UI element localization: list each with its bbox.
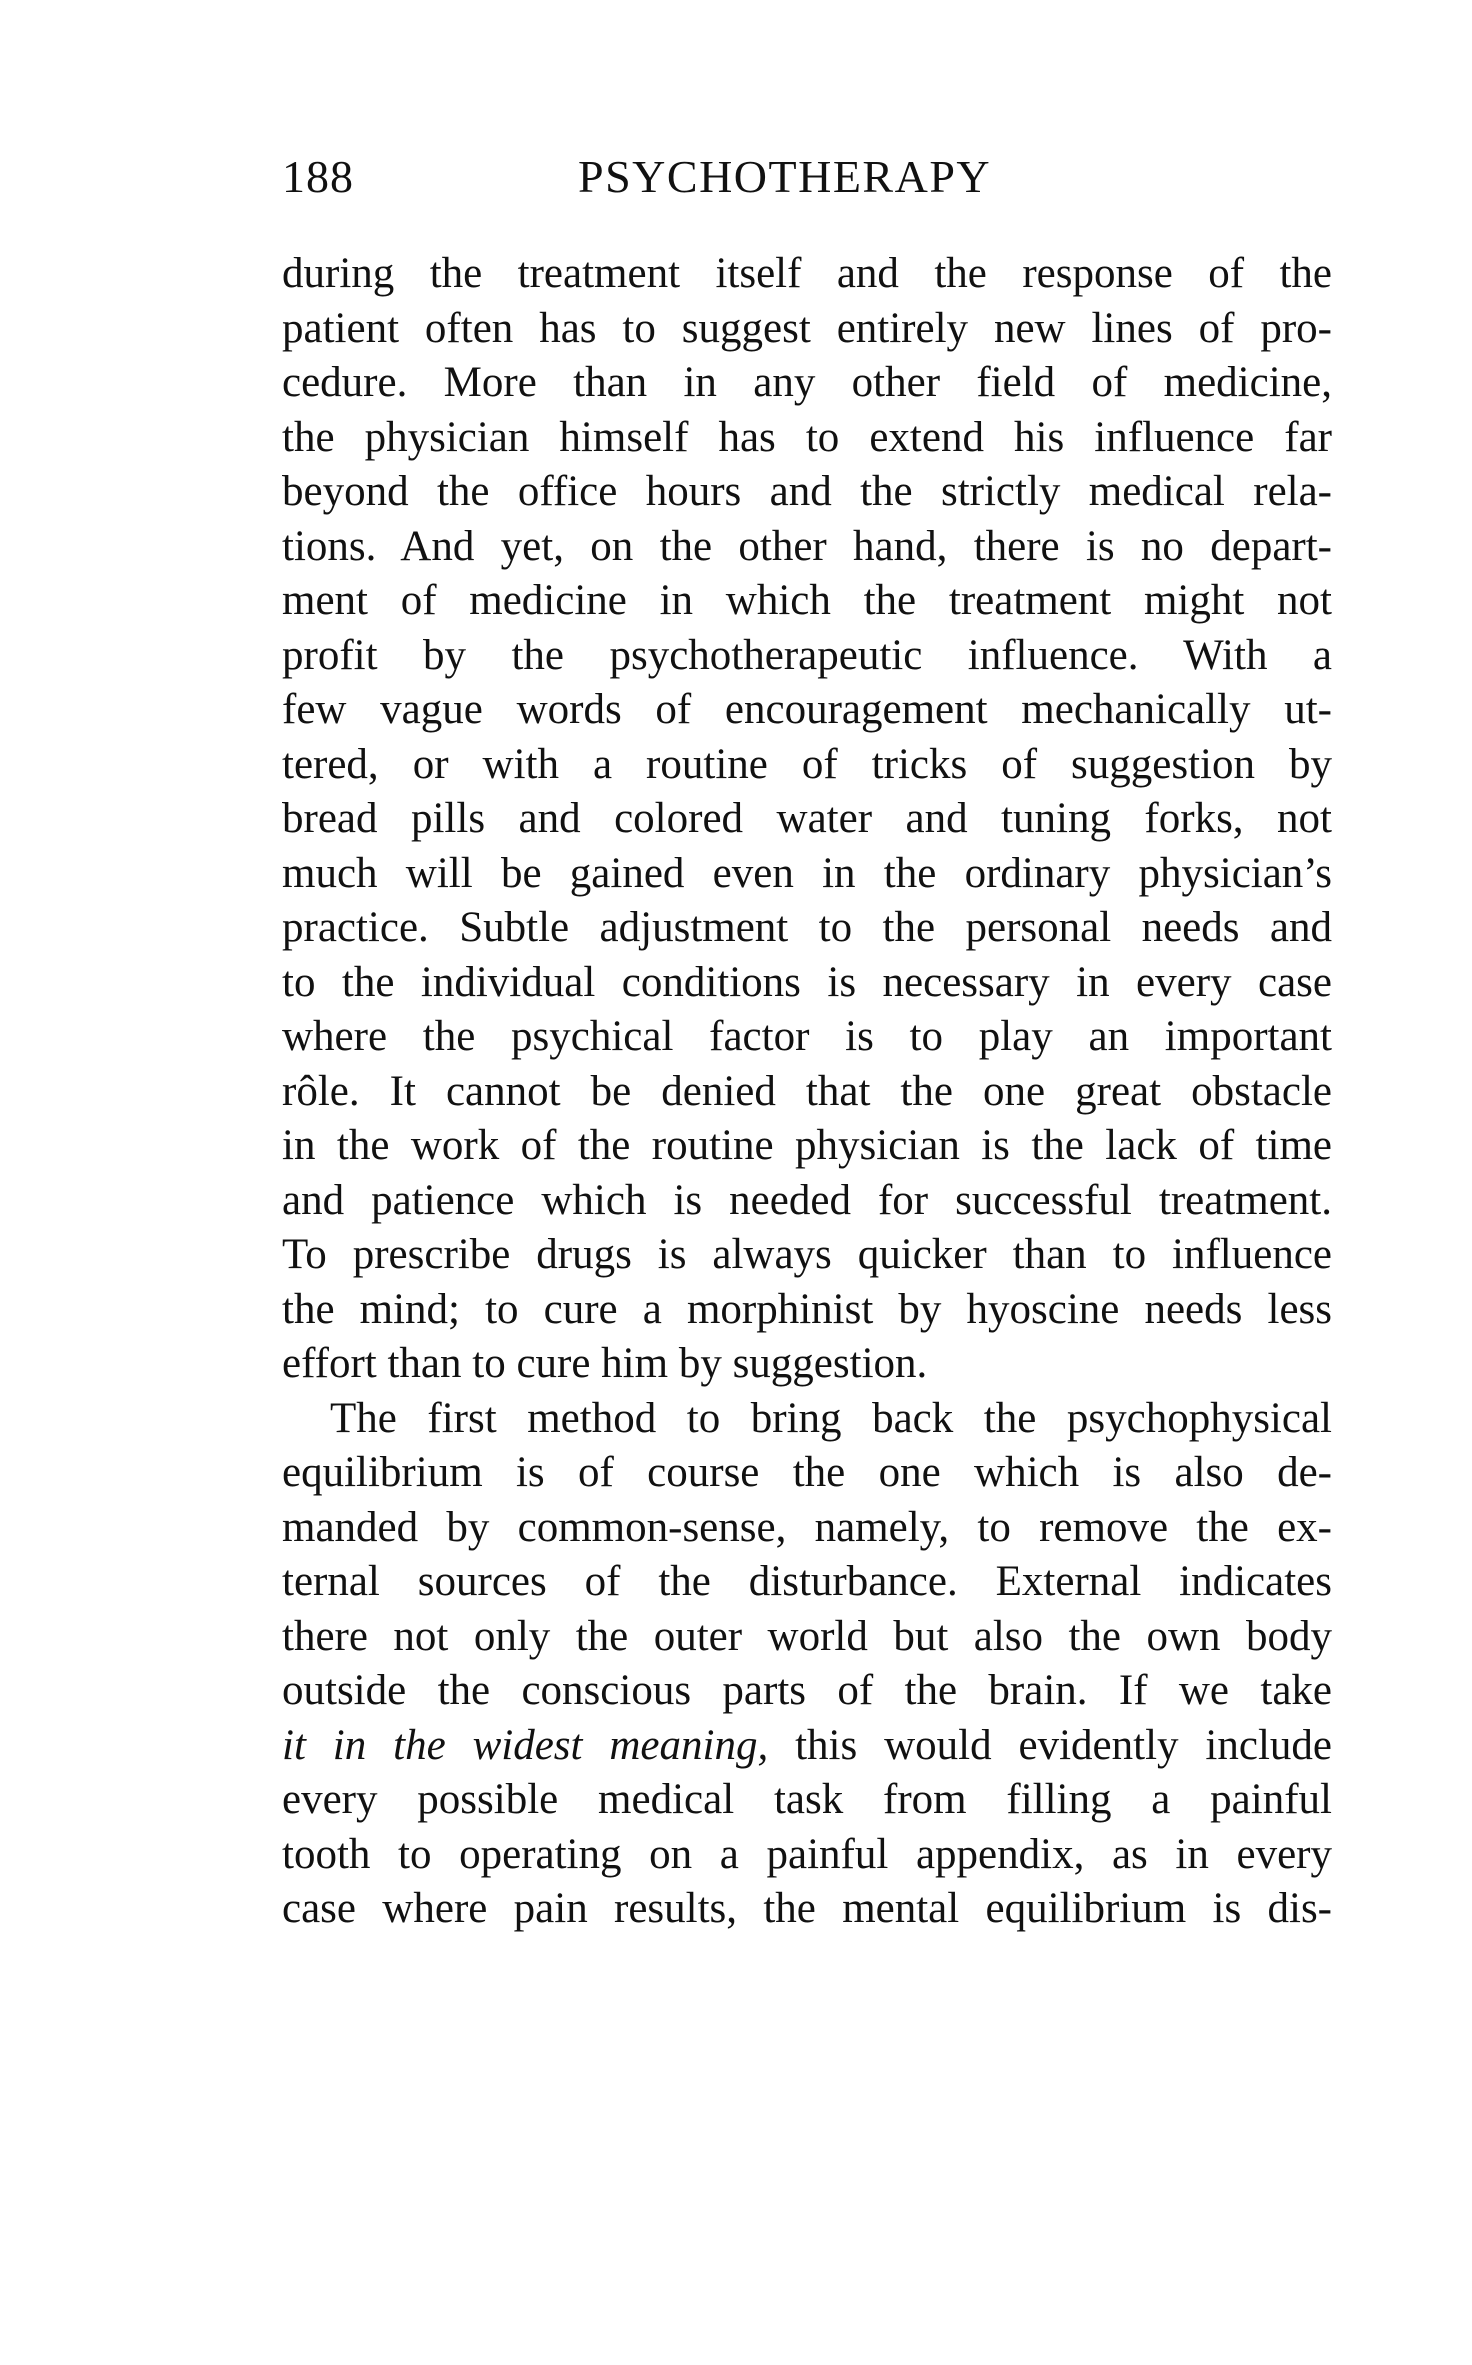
text-line: case where pain results, the mental equilibrium is dis- (282, 1885, 1332, 1932)
text-line: cedure. More than in any other field of medicine, (282, 359, 1332, 406)
text-line: tooth to operating on a painful appendix, as in every (282, 1830, 1332, 1878)
text-line: there not only the outer world but also the own body (282, 1612, 1332, 1660)
text-line: outside the conscious parts of the brain. If we take (282, 1667, 1332, 1714)
text-line-with-italic (282, 1719, 1332, 1774)
text-line: the mind; to cure a morphinist by hyoscine needs less (282, 1285, 1332, 1333)
text-line: few vague words of encouragement mechanically ut- (282, 686, 1332, 733)
paragraph-start-line: The first method to bring back the psychophysical (330, 1394, 1332, 1442)
body-text (282, 247, 1332, 1937)
text-line: much will be gained even in the ordinary physician’s (282, 849, 1332, 897)
paragraph-end-line: effort than to cure him by suggestion. (282, 1340, 928, 1387)
page-header (282, 150, 1332, 210)
text-line: where the psychical factor is to play an important (282, 1013, 1332, 1060)
text-line: manded by common-sense, namely, to remove the ex- (282, 1503, 1332, 1551)
text-line: the physician himself has to extend his influence far (282, 413, 1332, 461)
page-number: 188 (282, 151, 354, 202)
text-line: and patience which is needed for successful treatment. (282, 1176, 1332, 1224)
text-line: to the individual conditions is necessary in every case (282, 958, 1332, 1006)
text-line: tered, or with a routine of tricks of suggestion by (282, 740, 1332, 788)
text-line: practice. Subtle adjustment to the personal needs and (282, 904, 1332, 951)
text-line: patient often has to suggest entirely new lines of pro- (282, 304, 1332, 352)
text-line: in the work of the routine physician is the lack of time (282, 1122, 1332, 1169)
text-line: To prescribe drugs is always quicker than to influence (282, 1231, 1332, 1278)
text-line: tions. And yet, on the other hand, there is no depart- (282, 522, 1332, 570)
text-line: ment of medicine in which the treatment might not (282, 577, 1332, 624)
running-title: PSYCHOTHERAPY (578, 151, 992, 202)
text-line: bread pills and colored water and tuning forks, not (282, 795, 1332, 842)
text-line: equilibrium is of course the one which is also de- (282, 1449, 1332, 1496)
text-line: every possible medical task from filling a painful (282, 1776, 1332, 1823)
text-line: beyond the office hours and the strictly medical rela- (282, 468, 1332, 515)
text-line: rôle. It cannot be denied that the one great obstacle (282, 1067, 1332, 1115)
line-continuation: this would evidently include (768, 1721, 1332, 1769)
text-line: profit by the psychotherapeutic influence. With a (282, 631, 1332, 679)
text-line: during the treatment itself and the response of the (282, 250, 1332, 297)
text-line: ternal sources of the disturbance. External indicates (282, 1558, 1332, 1605)
italic-phrase: it in the widest meaning, (282, 1721, 769, 1769)
